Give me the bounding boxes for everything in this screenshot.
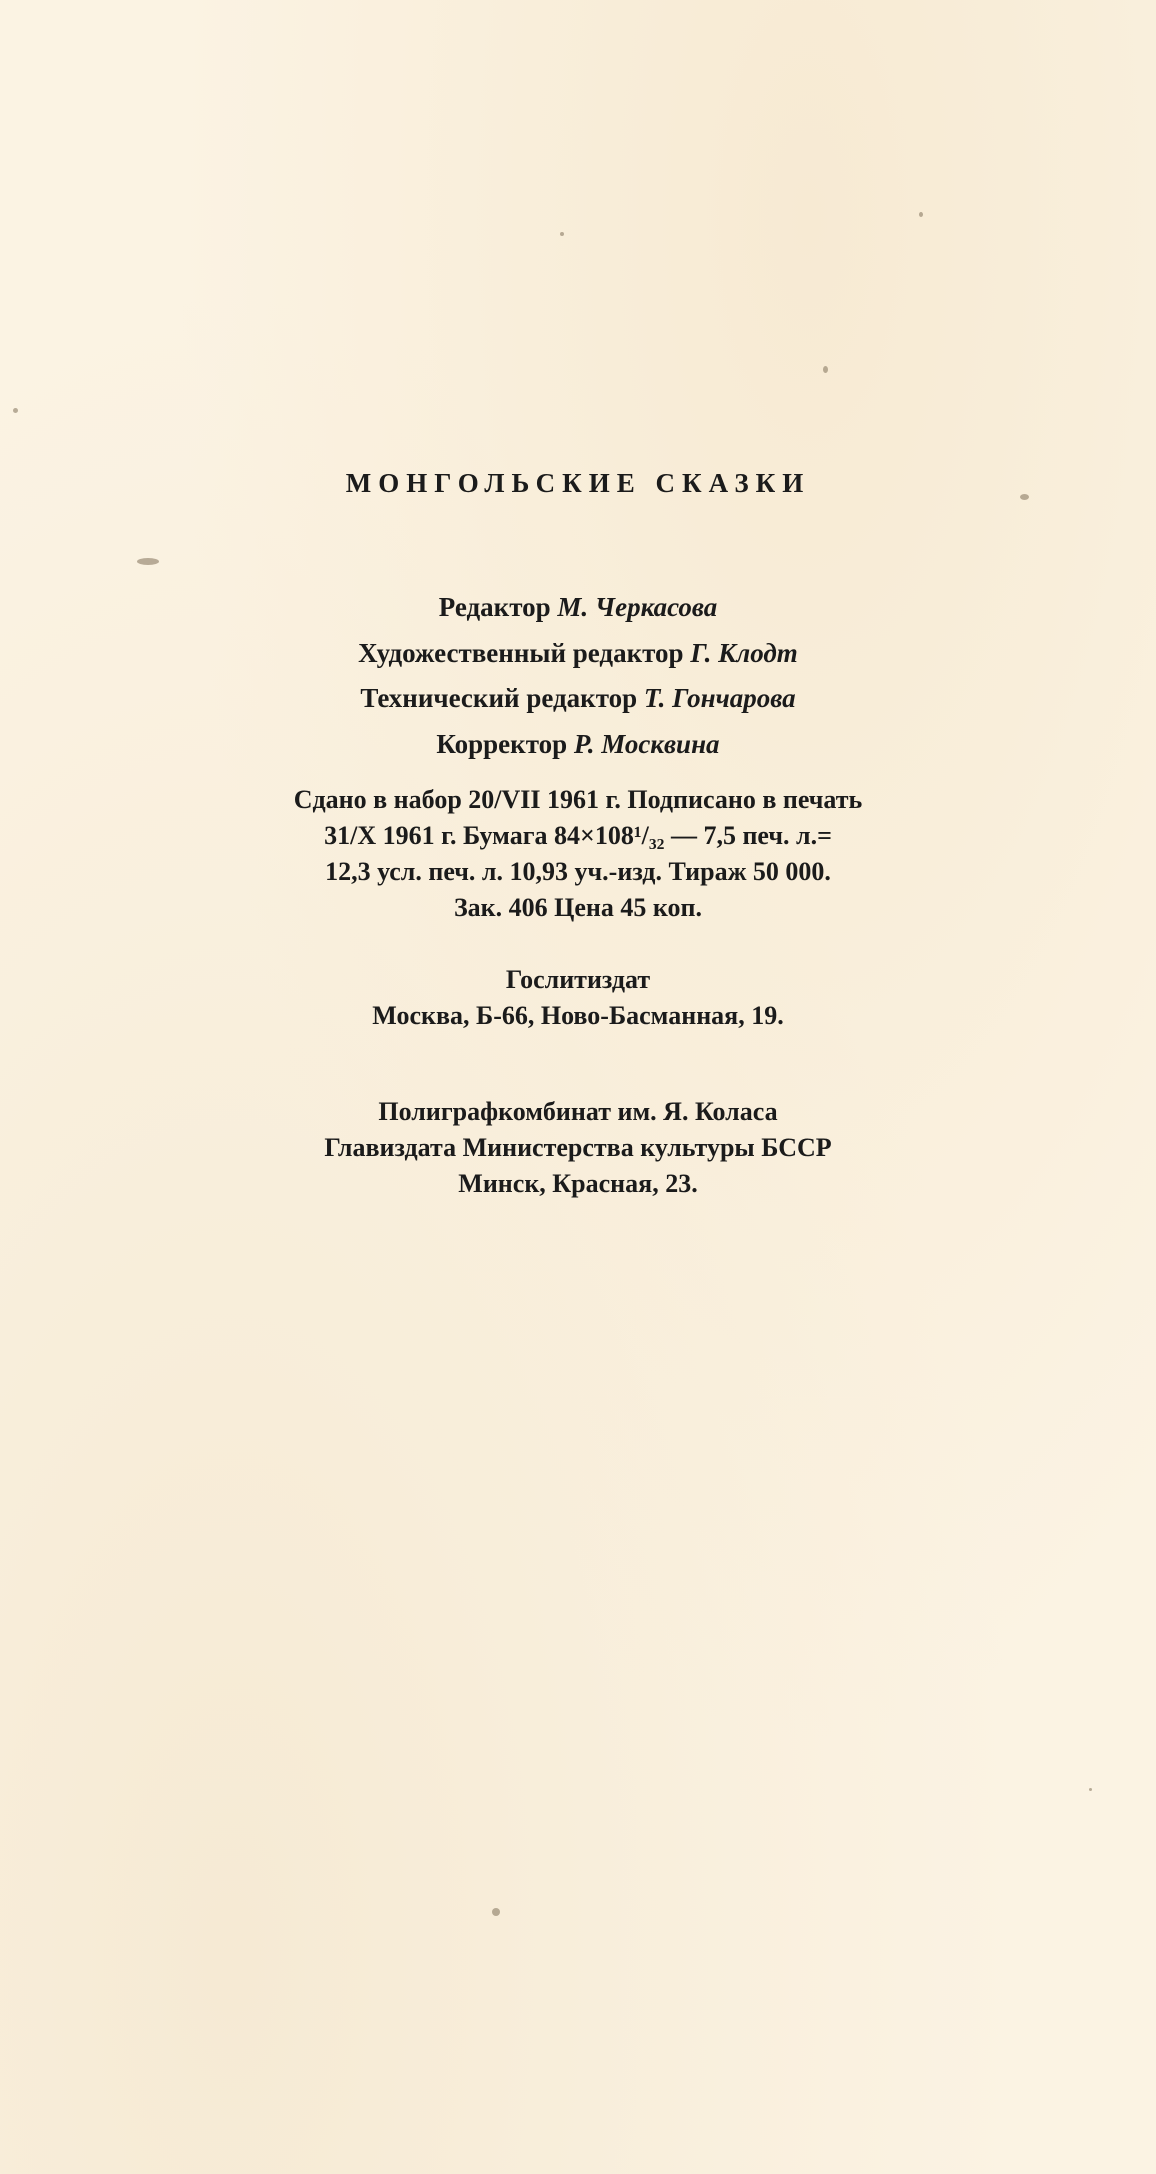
publisher-line: Москва, Б-66, Ново-Басманная, 19. xyxy=(372,1001,784,1030)
printer-line: Главиздата Министерства культуры БССР xyxy=(324,1133,832,1162)
credits-block xyxy=(0,585,1156,767)
credit-line-proofreader xyxy=(0,722,1156,768)
book-title-text: МОНГОЛЬСКИЕ СКАЗКИ xyxy=(345,468,811,498)
printer-line: Полиграфкомбинат им. Я. Коласа xyxy=(378,1097,778,1126)
print-info-line: Зак. 406 Цена 45 коп. xyxy=(453,893,703,922)
paper-speck xyxy=(137,558,159,565)
paper-speck xyxy=(1020,494,1029,500)
publisher-block xyxy=(0,962,1156,1034)
credit-line-tech-editor xyxy=(0,676,1156,722)
credit-role: Корректор xyxy=(436,728,568,759)
credit-name: Р. Москвина xyxy=(573,728,720,759)
paper-speck xyxy=(13,408,18,413)
print-info-line: 12,3 усл. печ. л. 10,93 уч.-изд. Тираж 50 000. xyxy=(325,857,831,886)
credit-line-editor xyxy=(0,585,1156,631)
credit-name: М. Черкасова xyxy=(557,592,718,622)
credit-name: Т. Гончарова xyxy=(643,683,796,713)
credit-name: Г. Клодт xyxy=(690,637,798,668)
paper-speck xyxy=(1089,1788,1092,1791)
paper-speck xyxy=(492,1908,500,1916)
paper-speck xyxy=(560,232,564,236)
paper-speck xyxy=(919,212,923,217)
credit-role: Художественный редактор xyxy=(358,637,684,668)
printer-line: Минск, Красная, 23. xyxy=(458,1169,698,1198)
printer-block xyxy=(0,1094,1156,1202)
credit-role: Технический редактор xyxy=(360,683,638,713)
credit-line-art-editor xyxy=(0,631,1156,677)
book-title xyxy=(0,468,1156,499)
publisher-line: Гослитиздат xyxy=(505,965,651,994)
paper-speck xyxy=(823,366,828,373)
print-info-block xyxy=(0,782,1156,926)
print-info-line: Сдано в набор 20/VII 1961 г. Подписано в печать xyxy=(293,785,863,814)
credit-role: Редактор xyxy=(438,592,551,622)
print-info-line: 31/X 1961 г. Бумага 84×108¹/₃₂ — 7,5 печ. л.= xyxy=(324,821,832,850)
